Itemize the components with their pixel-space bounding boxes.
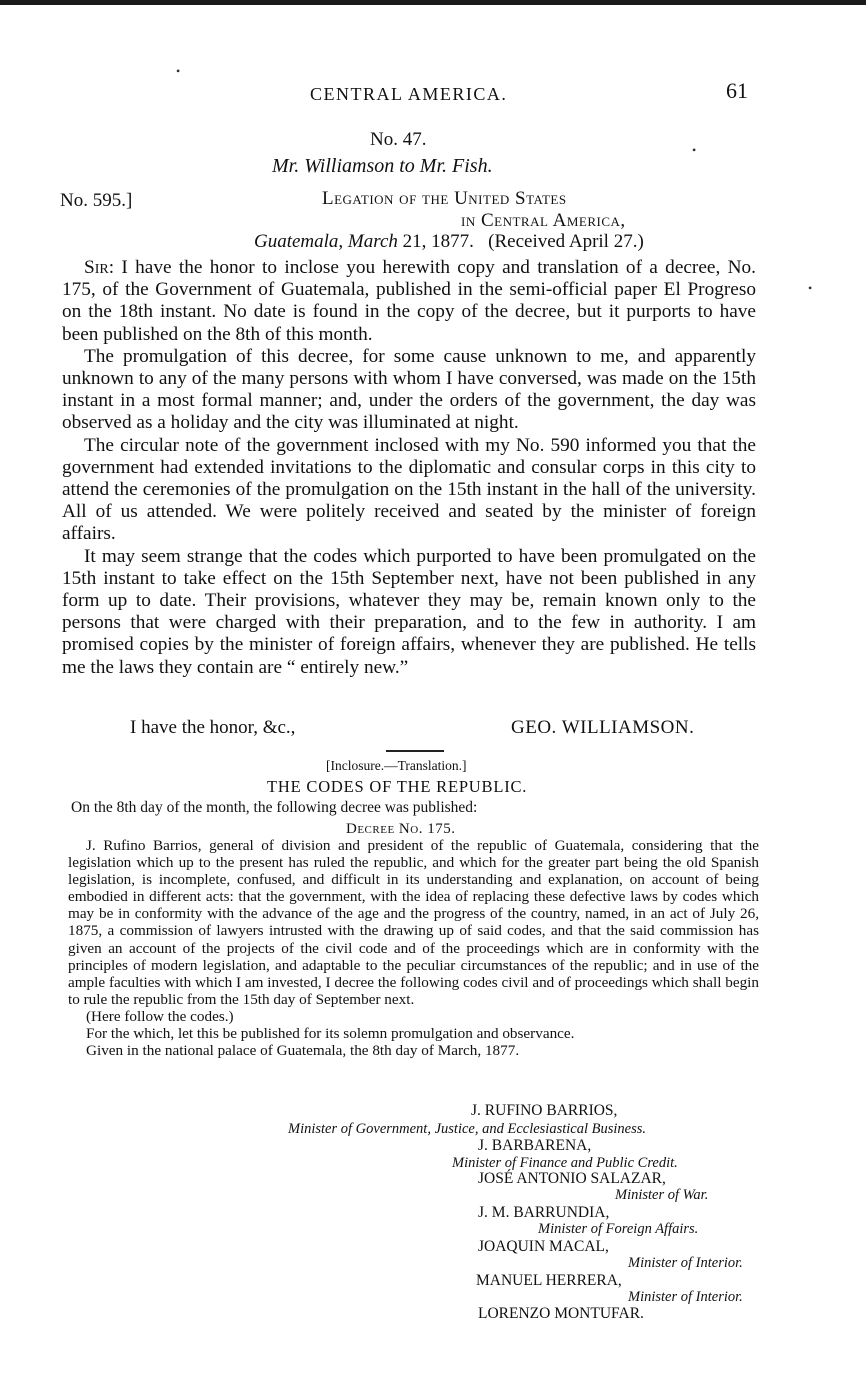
date-year: 21, 1877.	[397, 231, 474, 252]
signatory-role: Minister of Foreign Affairs.	[538, 1221, 699, 1237]
inclosure-title: THE CODES OF THE REPUBLIC.	[267, 777, 528, 796]
inclosure-intro: On the 8th day of the month, the following decree was published:	[71, 799, 478, 816]
dateline	[254, 231, 644, 253]
signatory-role: Minister of Government, Justice, and Ecclesiastical Business.	[288, 1121, 646, 1137]
signatory-name: MANUEL HERRERA,	[476, 1272, 622, 1289]
signatory-role: Minister of Interior.	[628, 1255, 743, 1271]
despatch-subject: Mr. Williamson to Mr. Fish.	[272, 155, 493, 177]
despatch-body	[62, 257, 756, 679]
paragraph	[62, 257, 756, 346]
decree-paragraph: J. Rufino Barrios, general of division and president of the republic of Guatemala, considering that the legislation which up to the present has ruled the republic, and which for the greater part being the old Spanish legislation, is incomplete, confused, and difficult in its understanding and explanation, on account of being embodied in different acts: that the government, with the idea of replacing these defective laws by codes which may be in conformity with the advance of the age and the progress of the country, named, in an act of July 26, 1875, a commission of lawyers intrusted with the drawing up of said codes, and that the said commission has given an account of the projects of the civil code and of the proceedings which are in conformity with the principles of modern legislation, and adaptable to the peculiar circumstances of the republic; and in use of the ample faculties with which I am invested, I decree the following codes civil and of proceedings which shall begin to rule the republic from the 15th day of September next.	[68, 837, 759, 1008]
paragraph: The promulgation of this decree, for some cause unknown to me, and apparently unknown to any of the many persons with whom I have conversed, was made on the 15th instant in a most formal manner; and, under the orders of the government, the day was observed as a holiday and the city was illuminated at night.	[62, 345, 756, 434]
page-top-border	[0, 0, 866, 5]
section-divider	[386, 750, 444, 752]
signatory-name: J. RUFINO BARRIOS,	[471, 1102, 618, 1119]
date-place: Guatemala, March	[254, 231, 398, 252]
decree-paragraph: Given in the national palace of Guatemala, the 8th day of March, 1877.	[86, 1042, 520, 1060]
decree-label: Decree No. 175.	[346, 821, 456, 837]
closing: I have the honor, &c.,	[130, 717, 296, 738]
signatory-role: Minister of Interior.	[628, 1289, 743, 1305]
signatory-name: J. BARBARENA,	[478, 1137, 592, 1154]
despatch-number: No. 595.]	[60, 190, 133, 211]
despatch-signature: GEO. WILLIAMSON.	[511, 717, 695, 738]
page-number: 61	[726, 78, 748, 103]
paragraph: It may seem strange that the codes which purported to have been promulgated on the 15th instant to take effect on the 15th September next, have not been published in any form up to date. Their provisions, whatever they may be, remain known only to the persons that were charged with their preparation, and to the few in authority. I am promised copies by the minister of foreign affairs, whenever they are published. He tells me the laws they contain are “ entirely new.”	[62, 545, 756, 678]
signatory-role: Minister of War.	[615, 1187, 709, 1203]
received-note: (Received April 27.)	[488, 231, 644, 252]
print-speck: •	[808, 281, 813, 295]
paragraph: The circular note of the government inclosed with my No. 590 informed you that the government had extended invitations to the diplomatic and consular corps in this city to attend the ceremonies of the promulgation on the 15th instant in the hall of the university. All of us attended. We were politely received and seated by the minister of foreign affairs.	[62, 434, 756, 545]
decree-paragraph: For the which, let this be published for its solemn promulgation and observance.	[86, 1025, 575, 1043]
signatory-name: LORENZO MONTUFAR.	[478, 1305, 644, 1322]
print-speck: •	[176, 64, 181, 78]
decree-body	[68, 837, 759, 1059]
salutation: Sir:	[84, 257, 115, 278]
legation-line-2: in Central America,	[461, 210, 626, 231]
decree-paragraph: (Here follow the codes.)	[86, 1007, 234, 1025]
document-number: No. 47.	[370, 129, 427, 150]
signatory-name: JOSÉ ANTONIO SALAZAR,	[478, 1170, 666, 1187]
inclosure-label: [Inclosure.—Translation.]	[326, 758, 467, 773]
signatory-name: J. M. BARRUNDIA,	[478, 1204, 610, 1221]
paragraph-text: I have the honor to inclose you herewith copy and translation of a decree, No. 175, of the Government of Guatemala, published in the semi-official paper El Progreso on the 18th instant. No date is found in the copy of the decree, but it purports to have been published on the 8th of this month.	[62, 257, 756, 345]
print-speck: •	[692, 143, 697, 157]
signatory-role: Minister of Finance and Public Credit.	[452, 1155, 678, 1171]
signatory-name: JOAQUIN MACAL,	[478, 1238, 609, 1255]
legation-line-1: Legation of the United States	[322, 188, 567, 209]
running-head: CENTRAL AMERICA.	[310, 84, 508, 104]
